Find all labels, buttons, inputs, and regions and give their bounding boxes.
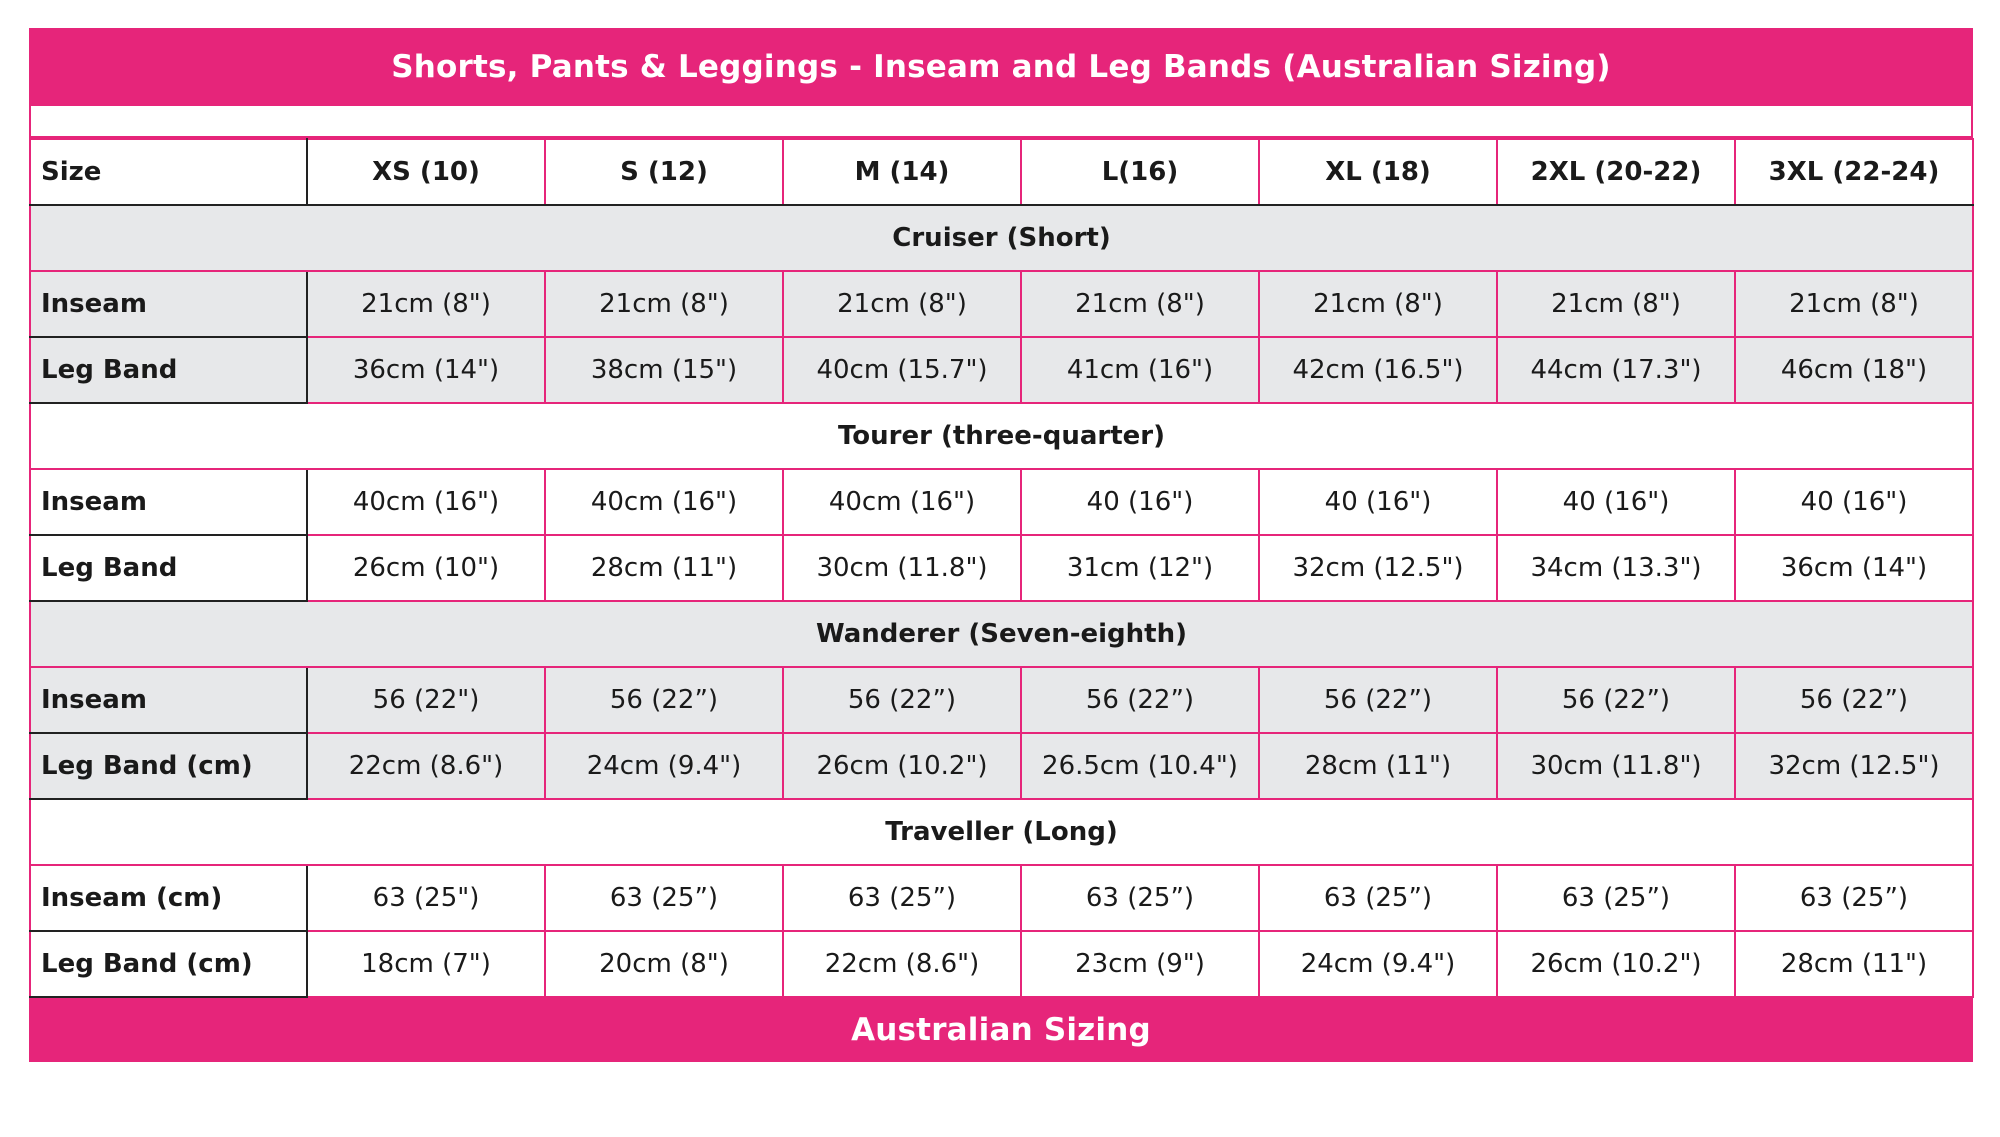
table-cell: 56 (22”)	[545, 667, 783, 733]
size-header-cell: 3XL (22-24)	[1735, 139, 1973, 205]
table-cell: 30cm (11.8")	[783, 535, 1021, 601]
table-cell: 56 (22”)	[783, 667, 1021, 733]
row-label: Inseam (cm)	[30, 865, 307, 931]
section-row	[30, 205, 1973, 271]
table-cell: 40cm (16")	[307, 469, 545, 535]
table-cell: 28cm (11")	[545, 535, 783, 601]
table-cell: 31cm (12")	[1021, 535, 1259, 601]
table-cell: 56 (22”)	[1021, 667, 1259, 733]
table-row	[30, 733, 1973, 799]
table-cell: 21cm (8")	[545, 271, 783, 337]
table-cell: 23cm (9")	[1021, 931, 1259, 997]
table-cell: 63 (25”)	[1497, 865, 1735, 931]
table-cell: 38cm (15")	[545, 337, 783, 403]
table-cell: 22cm (8.6")	[307, 733, 545, 799]
section-row	[30, 601, 1973, 667]
table-cell: 21cm (8")	[307, 271, 545, 337]
table-cell: 26cm (10")	[307, 535, 545, 601]
row-label: Leg Band	[30, 337, 307, 403]
table-cell: 63 (25”)	[545, 865, 783, 931]
table-cell: 21cm (8")	[1021, 271, 1259, 337]
table-cell: 36cm (14")	[307, 337, 545, 403]
section-title: Cruiser (Short)	[30, 205, 1973, 271]
table-cell: 63 (25”)	[783, 865, 1021, 931]
table-cell: 21cm (8")	[1497, 271, 1735, 337]
row-label: Inseam	[30, 271, 307, 337]
table-cell: 20cm (8")	[545, 931, 783, 997]
table-cell: 34cm (13.3")	[1497, 535, 1735, 601]
table-cell: 63 (25”)	[1021, 865, 1259, 931]
size-chart	[29, 28, 1973, 1062]
table-cell: 56 (22”)	[1497, 667, 1735, 733]
table-cell: 46cm (18")	[1735, 337, 1973, 403]
size-header-cell: L(16)	[1021, 139, 1259, 205]
table-row	[30, 865, 1973, 931]
table-cell: 22cm (8.6")	[783, 931, 1021, 997]
row-label: Leg Band (cm)	[30, 931, 307, 997]
section-row	[30, 403, 1973, 469]
title-spacer	[29, 106, 1973, 138]
table-cell: 40 (16")	[1021, 469, 1259, 535]
chart-title: Shorts, Pants & Leggings - Inseam and Leg Bands (Australian Sizing)	[29, 28, 1973, 106]
table-cell: 41cm (16")	[1021, 337, 1259, 403]
table-row	[30, 667, 1973, 733]
size-header-cell: XL (18)	[1259, 139, 1497, 205]
size-header-cell: M (14)	[783, 139, 1021, 205]
table-cell: 30cm (11.8")	[1497, 733, 1735, 799]
table-cell: 40cm (16")	[545, 469, 783, 535]
table-cell: 56 (22”)	[1735, 667, 1973, 733]
table-cell: 56 (22")	[307, 667, 545, 733]
table-cell: 40 (16")	[1735, 469, 1973, 535]
section-title: Wanderer (Seven-eighth)	[30, 601, 1973, 667]
row-label: Inseam	[30, 667, 307, 733]
row-label: Leg Band	[30, 535, 307, 601]
table-cell: 24cm (9.4")	[545, 733, 783, 799]
row-label: Inseam	[30, 469, 307, 535]
table-cell: 26cm (10.2")	[783, 733, 1021, 799]
table-cell: 42cm (16.5")	[1259, 337, 1497, 403]
table-cell: 18cm (7")	[307, 931, 545, 997]
table-cell: 21cm (8")	[783, 271, 1021, 337]
size-table	[29, 138, 1974, 998]
table-cell: 24cm (9.4")	[1259, 931, 1497, 997]
table-cell: 21cm (8")	[1259, 271, 1497, 337]
table-cell: 40 (16")	[1259, 469, 1497, 535]
table-cell: 36cm (14")	[1735, 535, 1973, 601]
table-cell: 26cm (10.2")	[1497, 931, 1735, 997]
table-row	[30, 535, 1973, 601]
table-row	[30, 271, 1973, 337]
table-cell: 28cm (11")	[1735, 931, 1973, 997]
table-cell: 63 (25”)	[1735, 865, 1973, 931]
chart-footer: Australian Sizing	[29, 998, 1973, 1062]
table-cell: 32cm (12.5")	[1259, 535, 1497, 601]
size-header-cell: S (12)	[545, 139, 783, 205]
table-cell: 28cm (11")	[1259, 733, 1497, 799]
table-cell: 44cm (17.3")	[1497, 337, 1735, 403]
table-cell: 21cm (8")	[1735, 271, 1973, 337]
size-header-cell: XS (10)	[307, 139, 545, 205]
row-label: Leg Band (cm)	[30, 733, 307, 799]
table-cell: 40cm (15.7")	[783, 337, 1021, 403]
table-cell: 56 (22”)	[1259, 667, 1497, 733]
table-cell: 26.5cm (10.4")	[1021, 733, 1259, 799]
section-row	[30, 799, 1973, 865]
section-title: Tourer (three-quarter)	[30, 403, 1973, 469]
table-row	[30, 337, 1973, 403]
table-row	[30, 469, 1973, 535]
table-row	[30, 931, 1973, 997]
header-row	[30, 139, 1973, 205]
table-cell: 40cm (16")	[783, 469, 1021, 535]
size-header-label: Size	[30, 139, 307, 205]
table-cell: 63 (25")	[307, 865, 545, 931]
table-cell: 40 (16")	[1497, 469, 1735, 535]
size-header-cell: 2XL (20-22)	[1497, 139, 1735, 205]
section-title: Traveller (Long)	[30, 799, 1973, 865]
table-cell: 63 (25”)	[1259, 865, 1497, 931]
table-cell: 32cm (12.5")	[1735, 733, 1973, 799]
